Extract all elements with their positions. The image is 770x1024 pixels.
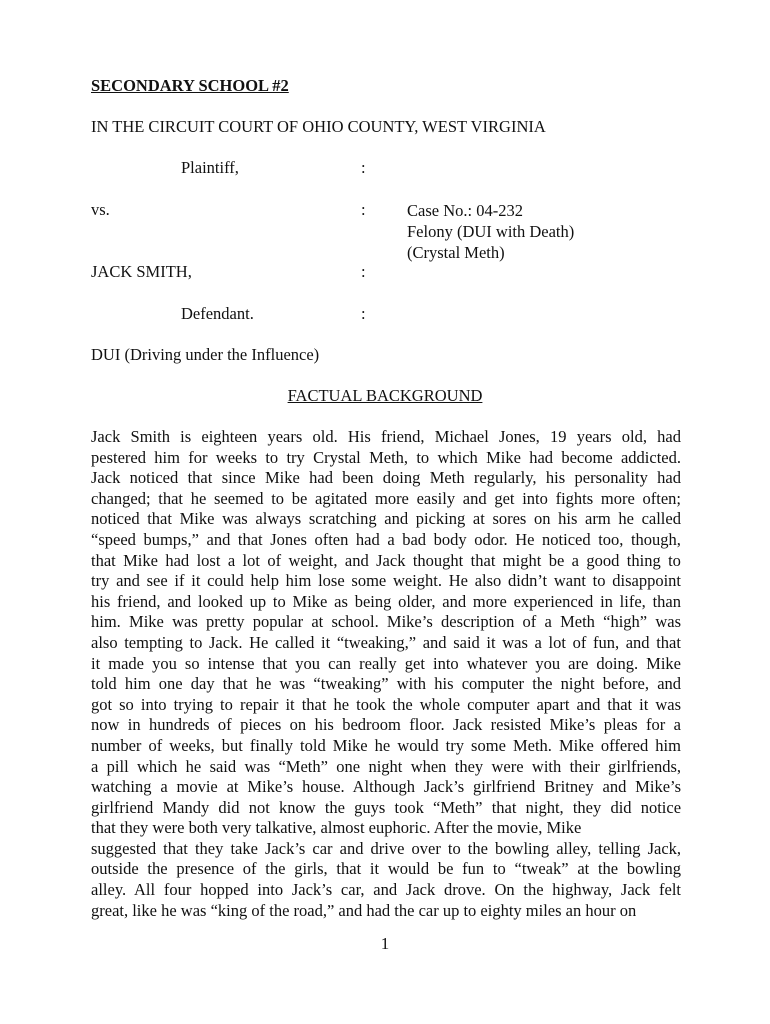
body-line: watching a movie at Mike’s house. Although Jack’s girlfriend Britney and Mike’s xyxy=(91,777,682,797)
case-number: Case No.: 04-232 xyxy=(407,201,523,220)
dui-line: DUI (Driving under the Influence) xyxy=(91,345,320,364)
body-line: noticed that Mike was always scratching and picking at sores on his arm he called xyxy=(91,509,681,529)
body-line: him. Mike was pretty popular at school. Mike’s description of a Meth “high” was xyxy=(91,612,682,632)
defendant-name: JACK SMITH, xyxy=(91,262,192,281)
body-line: pestered him for weeks to try Crystal Meth, to which Mike had become addicted. xyxy=(91,447,681,467)
body-line: his friend, and looked up to Mike as being older, and more experienced in life, than xyxy=(91,591,681,611)
vs-label: vs. xyxy=(91,200,110,219)
plaintiff-label: Plaintiff, xyxy=(181,158,239,177)
document-heading: SECONDARY SCHOOL #2 xyxy=(91,76,289,95)
page-number: 1 xyxy=(380,934,390,953)
case-info xyxy=(407,200,574,263)
defendant-label: Defendant. xyxy=(181,304,254,323)
caption-vs-row xyxy=(0,200,770,222)
body-line: a pill which he said was “Meth” one night when they were with their girlfriends, xyxy=(91,756,682,776)
body-line: that Mike had lost a lot of weight, and Jack thought that might be a good thing to xyxy=(91,550,681,570)
section-title xyxy=(0,386,770,406)
body-line: got so into trying to repair it that he took the whole computer apart and that it was xyxy=(91,694,682,714)
caption-colon: : xyxy=(361,304,366,323)
body-line: also tempting to Jack. He called it “tweaking,” and said it was a lot of fun, and that xyxy=(91,632,681,652)
body-line: that they were both very talkative, almost euphoric. After the movie, Mike xyxy=(91,818,582,838)
body-line: Jack Smith is eighteen years old. His friend, Michael Jones, 19 years old, had xyxy=(91,427,681,446)
body-line: alley. All four hopped into Jack’s car, and Jack drove. On the highway, Jack felt xyxy=(91,880,682,900)
caption-defendant-row xyxy=(0,304,770,326)
caption-plaintiff-row xyxy=(0,158,770,180)
case-charge: Felony (DUI with Death) xyxy=(407,222,575,241)
body-line: Jack noticed that since Mike had been doing Meth regularly, his personality had xyxy=(91,468,682,488)
body-line: number of weeks, but finally told Mike he would try some Meth. Mike offered him xyxy=(91,735,681,755)
caption-colon: : xyxy=(361,200,366,219)
body-line: outside the presence of the girls, that it would be fun to “tweak” at the bowling xyxy=(91,859,681,879)
body-paragraph xyxy=(91,427,681,921)
body-line: told him one day that he was “tweaking” with his computer the night before, and xyxy=(91,674,682,694)
body-line: changed; that he seemed to be agitated more easily and get into fights more often; xyxy=(91,488,681,508)
court-name: IN THE CIRCUIT COURT OF OHIO COUNTY, WEST VIRGINIA xyxy=(91,117,546,136)
case-substance: (Crystal Meth) xyxy=(407,243,505,262)
caption-colon: : xyxy=(361,158,366,177)
body-line: great, like he was “king of the road,” and had the car up to eighty miles an hour on xyxy=(91,900,637,920)
body-line: “speed bumps,” and that Jones often had a bad body odor. He noticed too, though, xyxy=(91,529,681,549)
body-line: girlfriend Mandy did not know the guys took “Meth” that night, they did notice xyxy=(91,797,682,817)
body-line: try and see if it could help him lose some weight. He also didn’t want to disappoint xyxy=(91,571,681,591)
body-line: suggested that they take Jack’s car and drive over to the bowling alley, telling Jack, xyxy=(91,838,682,858)
body-line: it made you so intense that you can really get into whatever you are doing. Mike xyxy=(91,653,682,673)
caption-defendant-name-row xyxy=(0,262,770,284)
caption-colon: : xyxy=(361,262,366,281)
section-title-text: FACTUAL BACKGROUND xyxy=(287,386,483,405)
body-line: now in hundreds of pieces on his bedroom floor. Jack resisted Mike’s pleas for a xyxy=(91,715,681,735)
